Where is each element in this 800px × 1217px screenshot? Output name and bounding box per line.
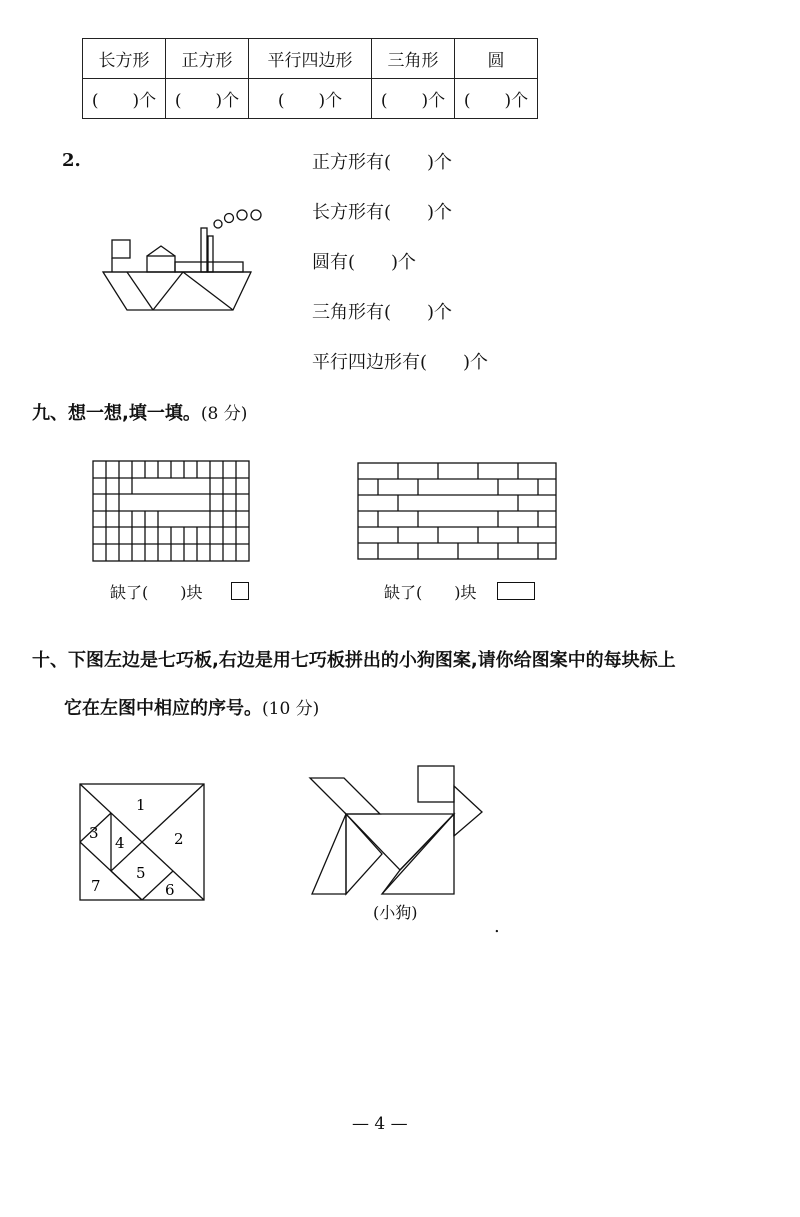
- table-header-cell: 三角形: [372, 39, 455, 79]
- table-answer-row: [83, 79, 538, 119]
- count-line-parallelogram[interactable]: 平行四边形有( )个: [312, 352, 489, 373]
- section-points: (10 分): [262, 699, 320, 719]
- brick-block-icon: [497, 582, 535, 600]
- answer-cell[interactable]: ( )个: [372, 79, 455, 119]
- brick-wall-figure: [355, 460, 565, 564]
- tangram-label: 1: [136, 796, 146, 814]
- count-line-triangle[interactable]: 三角形有( )个: [312, 302, 453, 323]
- tangram-figure: [76, 780, 212, 906]
- shape-count-table: [82, 38, 538, 119]
- question-number: 2.: [62, 150, 81, 171]
- section-10-heading: 十、下图左边是七巧板,右边是用七巧板拼出的小狗图案,请你给图案中的每块标上: [32, 650, 676, 671]
- section-10-heading-cont: [64, 694, 319, 720]
- section-title-cont: 它在左图中相应的序号。: [64, 698, 262, 719]
- table-header-cell: 正方形: [166, 39, 249, 79]
- count-line-square[interactable]: 正方形有( )个: [312, 152, 453, 173]
- tangram-label: 6: [165, 881, 175, 899]
- count-line-circle[interactable]: 圆有( )个: [312, 252, 417, 273]
- square-grid-figure: [90, 458, 260, 568]
- brick-caption[interactable]: 缺了( )块: [384, 583, 477, 602]
- page-number: — 4 —: [352, 1114, 408, 1134]
- section-9-heading: [32, 399, 247, 425]
- table-header-row: [83, 39, 538, 79]
- tangram-label: 5: [136, 864, 146, 882]
- table-header-cell: 平行四边形: [249, 39, 372, 79]
- square-block-icon: [231, 582, 249, 600]
- boat-figure: [95, 200, 275, 320]
- answer-cell[interactable]: ( )个: [249, 79, 372, 119]
- table-header-cell: 圆: [455, 39, 538, 79]
- tangram-label: 2: [174, 830, 184, 848]
- dog-caption: (小狗): [373, 903, 418, 922]
- count-line-rectangle[interactable]: 长方形有( )个: [312, 202, 453, 223]
- answer-cell[interactable]: ( )个: [83, 79, 166, 119]
- dot-mark: .: [494, 916, 500, 937]
- section-title: 九、想一想,填一填。: [32, 403, 201, 424]
- grid-caption[interactable]: 缺了( )块: [110, 583, 203, 602]
- answer-cell[interactable]: ( )个: [455, 79, 538, 119]
- tangram-label: 3: [89, 824, 99, 842]
- table-header-cell: 长方形: [83, 39, 166, 79]
- tangram-label: 7: [91, 877, 101, 895]
- answer-cell[interactable]: ( )个: [166, 79, 249, 119]
- section-points: (8 分): [200, 404, 248, 424]
- tangram-dog-figure: [300, 760, 500, 900]
- tangram-label: 4: [115, 834, 125, 852]
